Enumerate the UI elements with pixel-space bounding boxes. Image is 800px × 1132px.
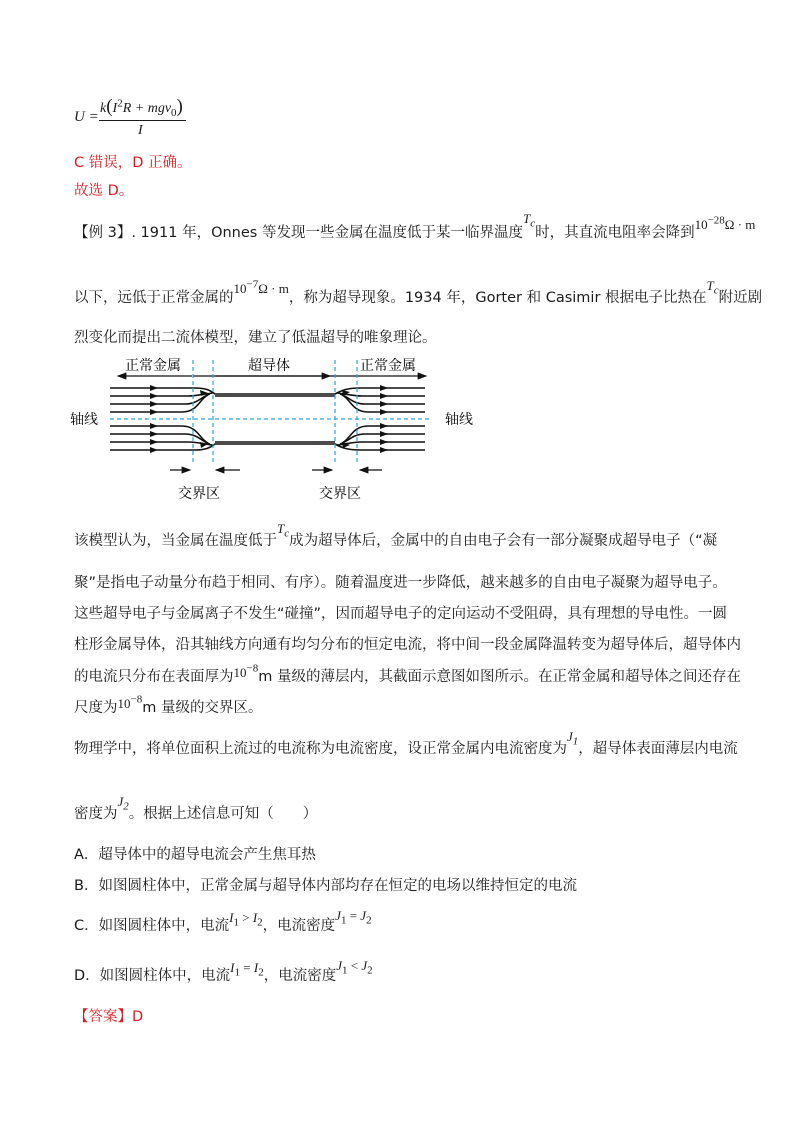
answer-label: 【答案】 <box>74 1009 132 1025</box>
body-line2: 聚”是指电子动量分布趋于相同、有序）。随着温度进一步降低，越来越多的自由电子凝聚为超导电子。 <box>74 575 727 591</box>
fraction-bar <box>99 120 186 121</box>
answer <box>74 1005 143 1026</box>
body-line6: 尺度为$10^{-8}m$ 量级的交界区。 <box>74 693 263 716</box>
option-b: B．如图圆柱体中，正常金属与超导体内部均存在恒定的电场以维持恒定的电流 <box>74 878 577 894</box>
body-line3: 这些超导电子与金属离子不发生“碰撞”，因而超导电子的定向运动不受阻碍，具有理想的导电性。一圆 <box>74 606 728 622</box>
formula-numerator: $k(I^2R + mgv_0)$ <box>100 96 183 119</box>
body-line1: 该模型认为，当金属在温度低于$T_c$成为超导体后，金属中的自由电子会有一部分凝聚成超导电子（“凝 <box>74 521 718 549</box>
option-c: C．如图圆柱体中，电流$I_1 > I_2$，电流密度$J_1 = J_2$ <box>74 908 372 934</box>
example-line2: 以下，远低于正常金属的$10^{-7}\Omega \cdot m$，称为超导现象。1934 年，Gorter 和 Casimir 根据电子比热在$T_c$附近剧 <box>74 278 763 306</box>
body-line5: 的电流只分布在表面厚为$10^{-8}m$ 量级的薄层内，其截面示意图如图所示。在正常金属和超导体之间还存在 <box>74 662 741 685</box>
superconductor-diagram <box>70 350 490 505</box>
label-interface-left: 交界区 <box>178 486 220 502</box>
example-label: 【例 3】 <box>74 225 132 241</box>
prev-answer-line1: C 错误，D 正确。 <box>74 155 192 171</box>
option-a: A．超导体中的超导电流会产生焦耳热 <box>74 847 316 863</box>
label-axis-left: 轴线 <box>70 412 98 428</box>
answer-value: D <box>132 1009 144 1025</box>
label-axis-right: 轴线 <box>445 412 473 428</box>
formula-denominator: I <box>138 123 143 138</box>
label-left-metal: 正常金属 <box>125 358 181 374</box>
formula-lhs: U = <box>74 109 99 125</box>
prev-answer-line2: 故选 D。 <box>74 183 134 199</box>
body-line8: 密度为$J_2$。根据上述信息可知（ ） <box>74 794 318 822</box>
body-line4: 柱形金属导体，沿其轴线方向通有均匀分布的恒定电流，将中间一段金属降温转变为超导体后，超导体内 <box>74 637 741 653</box>
option-d: D．如图圆柱体中，电流$I_1 = I_2$，电流密度$J_1 < J_2$ <box>74 958 373 984</box>
body-line7: 物理学中，将单位面积上流过的电流称为电流密度，设正常金属内电流密度为$J_1$，超导体表面薄层内电流 <box>74 729 738 757</box>
example-line3: 烈变化而提出二流体模型，建立了低温超导的唯象理论。 <box>74 330 437 346</box>
label-superconductor: 超导体 <box>248 358 290 374</box>
label-interface-right: 交界区 <box>319 486 361 502</box>
label-right-metal: 正常金属 <box>360 358 416 374</box>
example-line1: 【例 3】. 1911 年，Onnes 等发现一些金属在温度低于某一临界温度$T_c$时，其直流电阻率会降到$10^{-28}\Omega \cdot m$ <box>74 211 756 241</box>
